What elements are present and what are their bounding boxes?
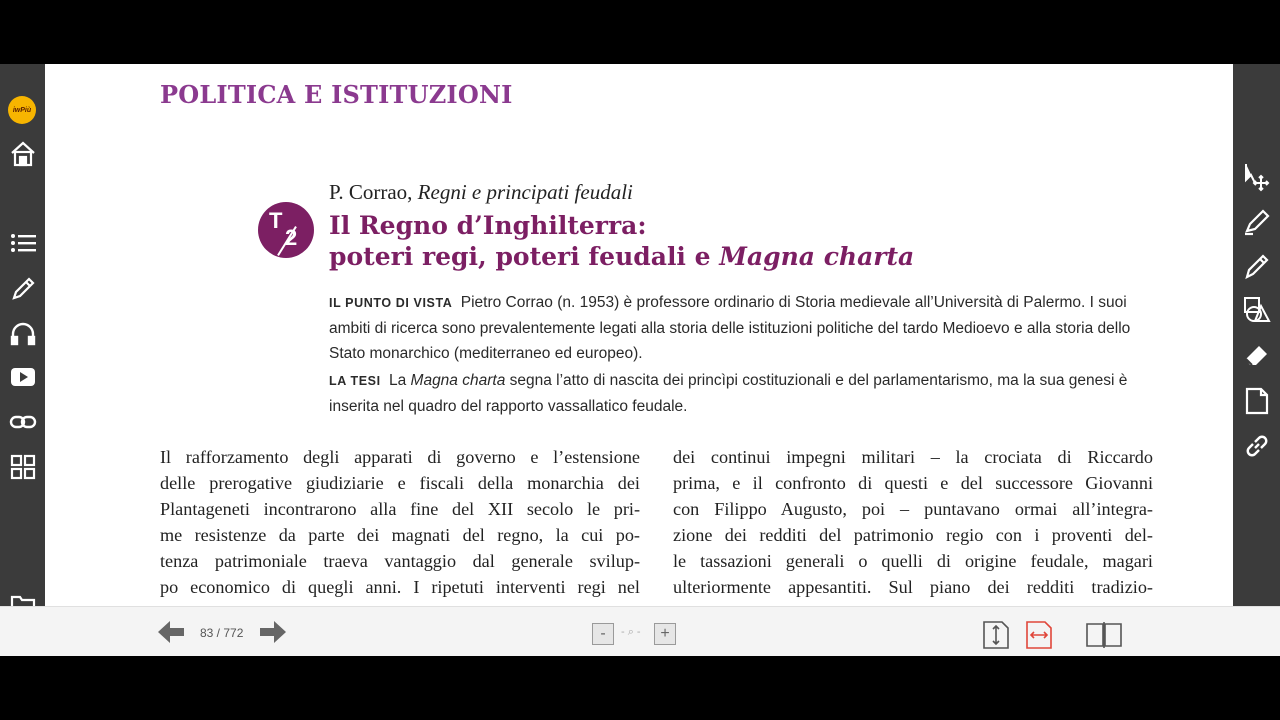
chapter-title bbox=[329, 210, 914, 272]
fit-width-button[interactable] bbox=[1023, 618, 1055, 650]
text-line: con Filippo Augusto, poi – puntavano ormai all’integra- bbox=[673, 499, 1153, 519]
badge-number: 2 bbox=[285, 225, 298, 250]
list-icon[interactable] bbox=[0, 225, 45, 261]
text-line: zione dei redditi del patrimonio regio con i proventi del- bbox=[673, 525, 1153, 545]
viewpoint-label: IL PUNTO DI VISTA bbox=[329, 296, 453, 310]
select-move-icon[interactable] bbox=[1233, 156, 1280, 196]
fit-height-button[interactable] bbox=[980, 618, 1012, 650]
left-sidebar bbox=[0, 64, 45, 606]
attach-link-icon[interactable] bbox=[1233, 426, 1280, 466]
zoom-in-button[interactable]: + bbox=[654, 623, 676, 645]
grid-icon[interactable] bbox=[0, 449, 45, 485]
link-icon[interactable] bbox=[0, 404, 45, 440]
highlighter-icon[interactable] bbox=[1233, 201, 1280, 241]
thesis-paragraph: LA TESI La Magna charta segna l’atto di nascita dei princìpi costituzionali e del parlamentarismo, ma la sua genesi è inserita nel quadro del rapporto vassallatico feudale. bbox=[329, 372, 1128, 415]
pen-icon[interactable] bbox=[1233, 246, 1280, 286]
text-line: Il rafforzamento degli apparati di governo e l’estensione bbox=[160, 447, 640, 467]
author-work: Regni e principati feudali bbox=[417, 180, 633, 204]
book-page bbox=[45, 64, 1233, 606]
brand-logo[interactable]: iwPiù bbox=[8, 96, 36, 124]
badge-letter: T bbox=[269, 208, 283, 233]
double-page-button[interactable] bbox=[1084, 618, 1124, 650]
arrow-left-icon bbox=[156, 619, 186, 645]
eraser-icon[interactable] bbox=[1233, 334, 1280, 374]
section-title: POLITICA E ISTITUZIONI bbox=[160, 80, 513, 109]
text-line: delle prerogative giudiziarie e fiscali della monarchia dei bbox=[160, 473, 640, 493]
fit-height-icon bbox=[980, 618, 1012, 650]
thesis-label: LA TESI bbox=[329, 374, 381, 388]
text-line: ulteriormente appesantiti. Sul piano dei redditi tradizio- bbox=[673, 577, 1153, 597]
text-number-badge bbox=[258, 202, 314, 258]
body-column-right bbox=[673, 444, 1153, 600]
right-sidebar bbox=[1233, 64, 1280, 606]
headphones-icon[interactable] bbox=[0, 316, 45, 352]
page-counter: 83 / 772 bbox=[200, 626, 244, 640]
next-page-button[interactable] bbox=[258, 619, 288, 645]
author-line bbox=[329, 180, 633, 205]
text-line: me resistenze da parte dei magnati del regno, la cui po- bbox=[160, 525, 640, 545]
author-name: P. Corrao, bbox=[329, 180, 413, 204]
bottom-letterbox bbox=[0, 656, 1280, 720]
arrow-right-icon bbox=[258, 619, 288, 645]
bottom-toolbar bbox=[0, 606, 1280, 656]
body-column-left bbox=[160, 444, 640, 600]
text-line: Plantageneti incontrarono alla fine del XII secolo le pri- bbox=[160, 499, 640, 519]
book-icon bbox=[1084, 618, 1124, 650]
top-letterbox bbox=[0, 0, 1280, 64]
fit-width-icon bbox=[1023, 618, 1055, 650]
shapes-icon[interactable] bbox=[1233, 290, 1280, 330]
text-line: tenza patrimoniale traeva vantaggio dal generale svilup- bbox=[160, 551, 640, 571]
note-icon[interactable] bbox=[1233, 381, 1280, 421]
text-line: le tassazioni generali o quelli di origine feudale, magari bbox=[673, 551, 1153, 571]
previous-page-button[interactable] bbox=[156, 619, 186, 645]
text-line: prima, e il confronto di questi e del successore Giovanni bbox=[673, 473, 1153, 493]
title-line-2: poteri regi, poteri feudali e Magna charta bbox=[329, 242, 915, 271]
home-icon[interactable] bbox=[0, 136, 45, 172]
title-line-1: Il Regno d’Inghilterra: bbox=[329, 211, 647, 240]
viewpoint-paragraph bbox=[329, 290, 1149, 366]
zoom-indicator: - ⌕ - bbox=[621, 626, 641, 638]
viewpoint-text: Pietro Corrao (n. 1953) è professore ordinario di Storia medievale all’Università di Palermo. I suoi ambiti di ricerca sono prevalentemente legati alla storia delle istituzioni politiche del tardo Medioevo e alla storia dello Stato monarchico (mediterraneo ed europeo). bbox=[329, 294, 1131, 362]
text-line: dei continui impegni militari – la crociata di Riccardo bbox=[673, 447, 1153, 467]
pencil-icon[interactable] bbox=[0, 271, 45, 307]
play-icon[interactable] bbox=[0, 359, 45, 395]
text-line: po economico di quegli anni. I ripetuti interventi regi nel bbox=[160, 577, 640, 597]
zoom-out-button[interactable]: - bbox=[592, 623, 614, 645]
